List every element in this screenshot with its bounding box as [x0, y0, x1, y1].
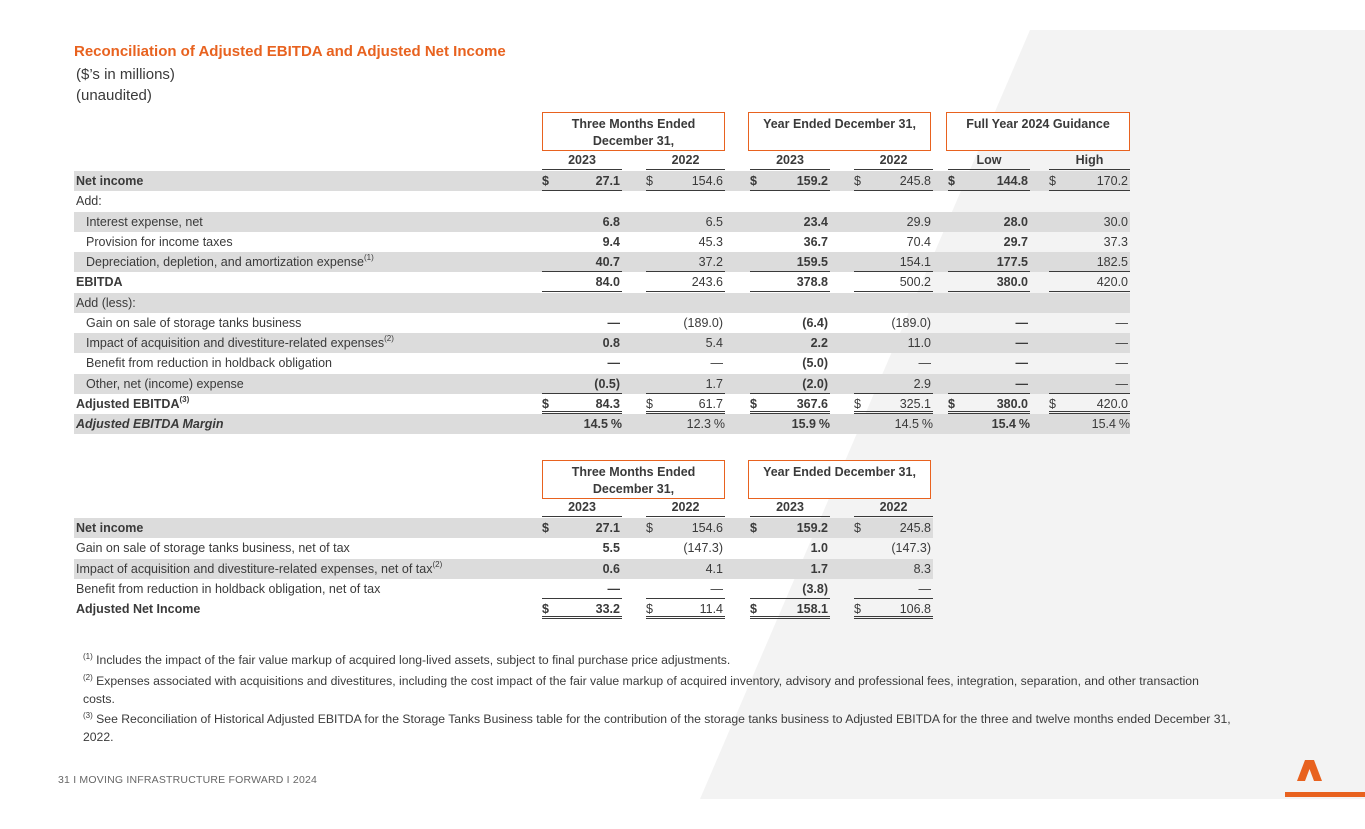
table-cell: [542, 579, 622, 599]
row-label-text: Other, net (income) expense: [86, 376, 244, 391]
table-cell: [948, 353, 1030, 373]
column-year-header: 2023: [542, 152, 622, 170]
table-row: [74, 538, 933, 558]
cell-value: 158.1: [796, 602, 828, 616]
currency-symbol: $: [542, 396, 549, 411]
table-cell: [646, 313, 725, 333]
row-label: [76, 171, 143, 191]
table-cell: [646, 353, 725, 373]
percent-symbol: %: [1118, 417, 1130, 431]
table-cell: [854, 599, 933, 619]
cell-value: (0.5): [594, 376, 620, 391]
row-label-text: Benefit from reduction in holdback obligation: [86, 356, 332, 371]
cell-value: 378.8: [796, 275, 828, 290]
row-label-text: Impact of acquisition and divestiture-related expenses: [86, 336, 385, 350]
arcosa-logo-icon: [1285, 759, 1365, 799]
cell-value: 45.3: [698, 234, 723, 249]
cell-value: 37.2: [698, 255, 723, 269]
cell-value: 70.4: [906, 234, 931, 249]
currency-symbol: $: [646, 396, 653, 411]
table-row: [74, 272, 1130, 292]
row-label: [76, 599, 200, 619]
currency-symbol: $: [1049, 396, 1056, 411]
cell-value: 0.8: [602, 336, 620, 350]
table-cell: [750, 333, 830, 353]
cell-value: 11.4: [699, 602, 723, 616]
table-cell: [1049, 333, 1130, 353]
cell-value: (147.3): [683, 541, 723, 556]
table-cell: [646, 518, 725, 538]
table-cell: [854, 414, 933, 434]
currency-symbol: $: [948, 396, 955, 411]
table-cell: [750, 579, 830, 599]
cell-value: 27.1: [595, 521, 620, 535]
currency-symbol: $: [854, 602, 861, 616]
table-cell: [854, 232, 933, 252]
table-cell: [646, 538, 725, 558]
currency-symbol: $: [542, 602, 549, 616]
row-label-text: Adjusted EBITDA: [76, 396, 180, 411]
cell-value: —: [607, 356, 620, 371]
row-label: [76, 579, 380, 599]
cell-value: 15.9: [791, 417, 816, 431]
cell-value: 27.1: [595, 174, 620, 188]
cell-value: 380.0: [996, 275, 1028, 290]
table-cell: [854, 559, 933, 579]
row-label: [76, 518, 143, 538]
table-row: [74, 232, 1130, 252]
footnote-reference: (2): [432, 559, 443, 569]
cell-value: —: [1015, 336, 1028, 350]
cell-value: 36.7: [803, 234, 828, 249]
table-cell: [542, 374, 622, 394]
footnote-text: See Reconciliation of Historical Adjusted EBITDA for the Storage Tanks Business table for the contribution of the storage tanks business to Adjusted EBITDA for the three and twelve months ended December 31, 2022.: [83, 712, 1231, 744]
table-cell: [948, 252, 1030, 272]
cell-value: —: [1015, 376, 1028, 391]
table-cell: [854, 353, 933, 373]
currency-symbol: $: [750, 521, 757, 535]
cell-value: (189.0): [683, 315, 723, 330]
column-year-header: 2023: [750, 499, 830, 517]
table-cell: [646, 374, 725, 394]
column-year-header: 2022: [854, 499, 933, 517]
table-cell: [542, 313, 622, 333]
table-cell: [854, 313, 933, 333]
table-cell: [542, 212, 622, 232]
table2-header-year-ended: Year Ended December 31,: [748, 460, 931, 499]
row-label-text: Add (less):: [76, 295, 136, 310]
row-label-text: Net income: [76, 174, 144, 188]
cell-value: 325.1: [899, 396, 931, 411]
row-label: [86, 212, 203, 232]
table-cell: [948, 313, 1030, 333]
table-cell: [948, 272, 1030, 292]
table-cell: [646, 212, 725, 232]
currency-symbol: $: [854, 396, 861, 411]
cell-value: 28.0: [1003, 214, 1028, 229]
table-cell: [1049, 313, 1130, 333]
table-row: [74, 171, 1130, 191]
table-cell: [948, 394, 1030, 414]
table1-header-three-months: Three Months Ended December 31,: [542, 112, 725, 151]
cell-value: 12.3: [686, 417, 711, 431]
row-label-text: Impact of acquisition and divestiture-related expenses, net of tax: [76, 561, 433, 576]
cell-value: (2.0): [802, 376, 828, 391]
footnote-3: [83, 710, 1233, 746]
cell-value: 106.8: [899, 602, 931, 616]
row-label-text: Gain on sale of storage tanks business, net of tax: [76, 541, 350, 556]
cell-value: 380.0: [996, 396, 1028, 411]
table-cell: [646, 333, 725, 353]
cell-value: 9.4: [602, 234, 620, 249]
cell-value: 2.2: [810, 336, 828, 350]
cell-value: 159.2: [796, 174, 828, 188]
table-cell: [750, 272, 830, 292]
table-cell: [1049, 272, 1130, 292]
cell-value: 5.4: [705, 336, 723, 350]
currency-symbol: $: [854, 521, 861, 535]
percent-symbol: %: [818, 417, 830, 431]
row-label: [86, 232, 233, 252]
table-cell: [854, 252, 933, 272]
cell-value: 33.2: [595, 602, 620, 616]
cell-value: —: [1115, 315, 1128, 330]
currency-symbol: $: [1049, 174, 1056, 188]
table-row: [74, 252, 1130, 272]
currency-symbol: $: [542, 174, 549, 188]
cell-value: 154.6: [691, 174, 723, 188]
table2-header-three-months: Three Months Ended December 31,: [542, 460, 725, 499]
row-label-text: Interest expense, net: [86, 214, 203, 229]
table-cell: [1049, 212, 1130, 232]
cell-value: 40.7: [595, 255, 620, 269]
column-year-header: 2023: [542, 499, 622, 517]
cell-value: —: [918, 356, 931, 371]
table-row: [74, 599, 933, 619]
table-cell: [542, 232, 622, 252]
table-cell: [854, 374, 933, 394]
table-cell: [948, 171, 1030, 191]
table-cell: [854, 579, 933, 599]
cell-value: 1.7: [705, 376, 723, 391]
footnote-2: [83, 672, 1233, 708]
table-row: [74, 518, 933, 538]
table-cell: [646, 559, 725, 579]
table-row: [74, 293, 1130, 313]
cell-value: (5.0): [802, 356, 828, 371]
footnote-text: Includes the impact of the fair value markup of acquired long-lived assets, subject to final purchase price adjustments.: [96, 653, 731, 667]
table-cell: [542, 353, 622, 373]
row-label-text: Gain on sale of storage tanks business: [86, 315, 302, 330]
column-year-header: Low: [948, 152, 1030, 170]
table-cell: [750, 374, 830, 394]
cell-value: 11.0: [907, 336, 931, 350]
percent-symbol: %: [610, 417, 622, 431]
table-cell: [948, 333, 1030, 353]
table-cell: [542, 559, 622, 579]
row-label: [76, 272, 123, 292]
table-row: [74, 313, 1130, 333]
cell-value: 245.8: [899, 521, 931, 535]
cell-value: 23.4: [803, 214, 828, 229]
table-row: [74, 353, 1130, 373]
table-cell: [1049, 414, 1130, 434]
cell-value: 5.5: [602, 541, 620, 556]
table1-header-year-ended: Year Ended December 31,: [748, 112, 931, 151]
table-cell: [948, 414, 1030, 434]
table-cell: [1049, 171, 1130, 191]
currency-symbol: $: [750, 174, 757, 188]
cell-value: 6.5: [705, 214, 723, 229]
cell-value: 177.5: [996, 255, 1028, 269]
cell-value: 1.0: [810, 541, 828, 556]
table-cell: [750, 212, 830, 232]
column-year-header: High: [1049, 152, 1130, 170]
table-cell: [542, 171, 622, 191]
cell-value: 30.0: [1103, 214, 1128, 229]
cell-value: 159.2: [796, 521, 828, 535]
footnote-1: [83, 651, 1233, 669]
cell-value: 37.3: [1103, 234, 1128, 249]
cell-value: —: [710, 356, 723, 371]
cell-value: 6.8: [602, 214, 620, 229]
page-footer: 31 I MOVING INFRASTRUCTURE FORWARD I 2024: [58, 774, 318, 786]
cell-value: 15.4: [1091, 417, 1116, 431]
cell-value: 15.4: [991, 417, 1016, 431]
table-cell: [542, 414, 622, 434]
table-cell: [750, 414, 830, 434]
table-cell: [646, 171, 725, 191]
cell-value: (3.8): [802, 581, 828, 596]
footnote-mark: (3): [83, 711, 93, 720]
table1-header-guidance: Full Year 2024 Guidance: [946, 112, 1130, 151]
table-row: [74, 414, 1130, 434]
cell-value: —: [607, 315, 620, 330]
table-row: [74, 559, 933, 579]
column-year-header: 2023: [750, 152, 830, 170]
row-label: [76, 394, 189, 414]
table-row: [74, 374, 1130, 394]
cell-value: 14.5: [583, 417, 608, 431]
row-label: [86, 374, 244, 394]
table-cell: [646, 232, 725, 252]
table-cell: [542, 518, 622, 538]
currency-symbol: $: [646, 602, 653, 616]
table-cell: [854, 538, 933, 558]
percent-symbol: %: [1018, 417, 1030, 431]
table-cell: [750, 538, 830, 558]
cell-value: 29.7: [1003, 234, 1028, 249]
table-cell: [542, 272, 622, 292]
cell-value: 243.6: [691, 275, 723, 290]
column-year-header: 2022: [854, 152, 933, 170]
table-cell: [750, 599, 830, 619]
table-row: [74, 212, 1130, 232]
row-label: [86, 333, 394, 353]
cell-value: 420.0: [1096, 275, 1128, 290]
row-label: [76, 191, 102, 211]
cell-value: 2.9: [913, 376, 931, 391]
currency-symbol: $: [542, 521, 549, 535]
cell-value: 29.9: [906, 214, 931, 229]
table-row: [74, 394, 1130, 414]
table-cell: [854, 272, 933, 292]
cell-value: 170.2: [1096, 174, 1128, 188]
cell-value: 182.5: [1096, 255, 1128, 269]
table-cell: [1049, 394, 1130, 414]
table-cell: [542, 538, 622, 558]
row-label-text: Adjusted Net Income: [76, 602, 201, 616]
cell-value: —: [1015, 315, 1028, 330]
table-cell: [1049, 252, 1130, 272]
row-label-text: Benefit from reduction in holdback obligation, net of tax: [76, 581, 381, 596]
table-cell: [750, 171, 830, 191]
cell-value: —: [1115, 376, 1128, 391]
cell-value: 4.1: [705, 561, 723, 576]
cell-value: (189.0): [891, 315, 931, 330]
cell-value: 144.8: [996, 174, 1028, 188]
table-cell: [646, 252, 725, 272]
cell-value: 8.3: [913, 561, 931, 576]
cell-value: 0.6: [602, 561, 620, 576]
table-cell: [542, 333, 622, 353]
cell-value: 420.0: [1096, 396, 1128, 411]
table-cell: [646, 599, 725, 619]
table-cell: [750, 313, 830, 333]
table-cell: [948, 232, 1030, 252]
currency-symbol: $: [854, 174, 861, 188]
page-title: Reconciliation of Adjusted EBITDA and Adjusted Net Income: [74, 43, 506, 60]
cell-value: —: [1015, 356, 1028, 371]
cell-value: 154.6: [691, 521, 723, 535]
cell-value: 245.8: [899, 174, 931, 188]
table-cell: [948, 212, 1030, 232]
table-cell: [948, 374, 1030, 394]
cell-value: 84.3: [595, 396, 620, 411]
table-cell: [854, 212, 933, 232]
table-cell: [854, 333, 933, 353]
footnote-mark: (2): [83, 673, 93, 682]
currency-symbol: $: [750, 396, 757, 411]
table-cell: [542, 599, 622, 619]
cell-value: 159.5: [796, 255, 828, 269]
table-cell: [1049, 232, 1130, 252]
currency-symbol: $: [646, 174, 653, 188]
table-cell: [750, 559, 830, 579]
cell-value: —: [918, 581, 931, 596]
cell-value: (6.4): [802, 315, 828, 330]
footnote-text: Expenses associated with acquisitions and divestitures, including the cost impact of the fair value markup of acquired inventory, advisory and professional fees, integration, separation, and other transaction costs.: [83, 674, 1199, 706]
cell-value: 367.6: [796, 396, 828, 411]
percent-symbol: %: [713, 417, 725, 431]
table-cell: [750, 394, 830, 414]
row-label: [86, 252, 374, 272]
cell-value: 61.7: [698, 396, 723, 411]
row-label-text: Add:: [76, 194, 102, 209]
table-cell: [646, 272, 725, 292]
table-cell: [750, 252, 830, 272]
table-cell: [646, 579, 725, 599]
cell-value: —: [710, 581, 723, 596]
footnote-reference: (3): [179, 394, 190, 404]
cell-value: 154.1: [899, 255, 931, 269]
cell-value: —: [607, 581, 620, 596]
table-cell: [1049, 353, 1130, 373]
currency-symbol: $: [948, 174, 955, 188]
table-cell: [854, 518, 933, 538]
row-label: [86, 313, 301, 333]
audit-note: (unaudited): [76, 87, 152, 104]
table-cell: [750, 353, 830, 373]
table-cell: [646, 414, 725, 434]
table-cell: [750, 232, 830, 252]
cell-value: —: [1115, 356, 1128, 371]
table-cell: [542, 394, 622, 414]
table-cell: [854, 394, 933, 414]
table-row: [74, 579, 933, 599]
units-note: ($’s in millions): [76, 66, 175, 83]
currency-symbol: $: [646, 521, 653, 535]
column-year-header: 2022: [646, 499, 725, 517]
cell-value: —: [1115, 336, 1128, 350]
table-row: [74, 333, 1130, 353]
footnote-mark: (1): [83, 652, 93, 661]
table-cell: [1049, 374, 1130, 394]
row-label: [76, 293, 136, 313]
cell-value: 1.7: [810, 561, 828, 576]
cell-value: 14.5: [894, 417, 919, 431]
column-year-header: 2022: [646, 152, 725, 170]
table-cell: [646, 394, 725, 414]
row-label-text: Adjusted EBITDA Margin: [76, 417, 224, 431]
table-cell: [542, 252, 622, 272]
row-label-text: EBITDA: [76, 275, 123, 290]
footnote-reference: (1): [363, 253, 374, 262]
percent-symbol: %: [921, 417, 933, 431]
row-label-text: Net income: [76, 521, 144, 535]
row-label-text: Depreciation, depletion, and amortization expense: [86, 255, 364, 269]
row-label-text: Provision for income taxes: [86, 234, 233, 249]
table-row: [74, 191, 1130, 211]
cell-value: 84.0: [595, 275, 620, 290]
table-cell: [750, 518, 830, 538]
footnote-reference: (2): [384, 334, 394, 343]
cell-value: (147.3): [891, 541, 931, 556]
row-label: [76, 538, 350, 558]
table-cell: [854, 171, 933, 191]
row-label: [86, 353, 332, 373]
currency-symbol: $: [750, 602, 757, 616]
cell-value: 500.2: [899, 275, 931, 290]
row-label: [76, 414, 223, 434]
row-label: [76, 559, 442, 579]
